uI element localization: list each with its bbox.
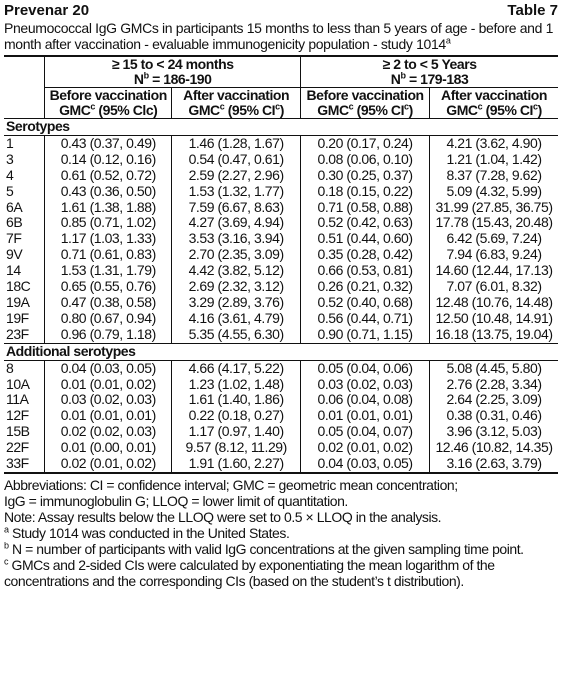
before-15-24m-cell: 0.02 (0.01, 0.02) <box>45 456 172 473</box>
before-2-5y-cell: 0.06 (0.04, 0.08) <box>301 392 430 408</box>
before-15-24m-cell: 0.85 (0.71, 1.02) <box>45 215 172 231</box>
col-header-after-2 <box>430 88 558 119</box>
before-2-5y-cell: 0.01 (0.01, 0.01) <box>301 408 430 424</box>
serotype-cell: 6B <box>6 214 23 231</box>
table-row <box>4 200 558 216</box>
before-2-5y-cell: 0.66 (0.53, 0.81) <box>301 263 430 279</box>
before-15-24m-cell: 0.61 (0.52, 0.72) <box>45 168 172 184</box>
table-caption <box>4 20 558 52</box>
after-2-5y-cell: 17.78 (15.43, 20.48) <box>430 215 558 231</box>
footnote-b <box>4 541 558 557</box>
after-2-5y-cell: 6.42 (5.69, 7.24) <box>430 231 558 247</box>
before-2-5y-cell: 0.52 (0.40, 0.68) <box>301 295 430 311</box>
table-row <box>4 135 558 151</box>
serotype-cell: 1 <box>6 134 14 151</box>
before-2-5y-cell: 0.52 (0.42, 0.63) <box>301 215 430 231</box>
serotype-cell: 7F <box>6 230 22 247</box>
serotype-cell: 18C <box>6 278 31 295</box>
table-row <box>4 408 558 424</box>
serotype-cell: 23F <box>6 325 29 342</box>
before-2-5y-cell: 0.03 (0.02, 0.03) <box>301 377 430 393</box>
table-row <box>4 440 558 456</box>
after-2-5y-cell: 2.64 (2.25, 3.09) <box>430 392 558 408</box>
col-close: ) <box>408 102 413 118</box>
table-row <box>4 392 558 408</box>
col-ci: (95% CI <box>482 102 533 118</box>
after-2-5y-cell: 2.76 (2.28, 3.34) <box>430 377 558 393</box>
section-title: Serotypes <box>4 119 558 136</box>
after-15-24m-cell: 4.16 (3.61, 4.79) <box>172 311 301 327</box>
serotype-cell: 14 <box>6 262 21 279</box>
after-2-5y-cell: 7.07 (6.01, 8.32) <box>430 279 558 295</box>
before-15-24m-cell: 0.01 (0.00, 0.01) <box>45 440 172 456</box>
col-ci: (95% Clc) <box>94 102 158 118</box>
after-15-24m-cell: 2.69 (2.32, 3.12) <box>172 279 301 295</box>
before-2-5y-cell: 0.05 (0.04, 0.07) <box>301 424 430 440</box>
before-15-24m-cell: 1.17 (1.03, 1.33) <box>45 231 172 247</box>
after-2-5y-cell: 0.38 (0.31, 0.46) <box>430 408 558 424</box>
col-header-line2 <box>303 103 427 118</box>
col-header-line2 <box>432 103 556 118</box>
col-gmc: GMC <box>317 102 349 118</box>
before-2-5y-cell: 0.30 (0.25, 0.37) <box>301 168 430 184</box>
before-2-5y-cell: 0.26 (0.21, 0.32) <box>301 279 430 295</box>
before-15-24m-cell: 0.03 (0.02, 0.03) <box>45 392 172 408</box>
header-corner <box>4 56 45 119</box>
before-2-5y-cell: 0.90 (0.71, 1.15) <box>301 327 430 343</box>
table-row <box>4 231 558 247</box>
footnote-mark: a <box>4 524 9 535</box>
before-2-5y-cell: 0.18 (0.15, 0.22) <box>301 184 430 200</box>
after-2-5y-cell: 31.99 (27.85, 36.75) <box>430 200 558 216</box>
before-2-5y-cell: 0.51 (0.44, 0.60) <box>301 231 430 247</box>
after-2-5y-cell: 12.46 (10.82, 14.35) <box>430 440 558 456</box>
col-header-line2 <box>47 103 169 118</box>
table-row <box>4 424 558 440</box>
serotype-cell: 15B <box>6 423 30 440</box>
table-row <box>4 184 558 200</box>
after-2-5y-cell: 5.08 (4.45, 5.80) <box>430 360 558 376</box>
table-row <box>4 456 558 473</box>
after-15-24m-cell: 2.59 (2.27, 2.96) <box>172 168 301 184</box>
before-15-24m-cell: 0.43 (0.37, 0.49) <box>45 135 172 151</box>
caption-footnote-mark: a <box>445 35 451 46</box>
section-title: Additional serotypes <box>4 343 558 360</box>
n-footnote-mark: b <box>143 70 149 81</box>
table-label: Table 7 <box>507 2 558 19</box>
serotype-cell: 19F <box>6 309 29 326</box>
group-header-15-24m <box>45 56 301 88</box>
serotype-cell: 3 <box>6 150 14 167</box>
col-header-line1: After vaccination <box>441 87 547 103</box>
before-15-24m-cell: 1.61 (1.38, 1.88) <box>45 200 172 216</box>
col-header-line1: Before vaccination <box>306 87 424 103</box>
footnotes <box>4 477 558 589</box>
table-row <box>4 295 558 311</box>
table-row <box>4 360 558 376</box>
after-15-24m-cell: 3.53 (3.16, 3.94) <box>172 231 301 247</box>
after-15-24m-cell: 7.59 (6.67, 8.63) <box>172 200 301 216</box>
col-ci: (95% CI <box>224 102 276 118</box>
before-2-5y-cell: 0.56 (0.44, 0.71) <box>301 311 430 327</box>
col-header-before-1 <box>45 88 172 119</box>
serotype-cell: 4 <box>6 166 14 183</box>
footnote-mark: c <box>4 556 9 567</box>
after-2-5y-cell: 12.48 (10.76, 14.48) <box>430 295 558 311</box>
footnote-text: Study 1014 was conducted in the United States. <box>8 524 290 541</box>
after-15-24m-cell: 1.46 (1.28, 1.67) <box>172 135 301 151</box>
table-row <box>4 377 558 393</box>
col-sup: c <box>533 101 538 112</box>
after-15-24m-cell: 4.42 (3.82, 5.12) <box>172 263 301 279</box>
caption-text: Pneumococcal IgG GMCs in participants 15 months to less than 5 years of age - before and 1 month after vaccination - evaluable immunogenicity population - study 1014 <box>4 20 554 52</box>
after-2-5y-cell: 7.94 (6.83, 9.24) <box>430 247 558 263</box>
column-header-row <box>4 88 558 119</box>
table-row <box>4 168 558 184</box>
group-header-2-5y <box>301 56 558 88</box>
after-15-24m-cell: 1.53 (1.32, 1.77) <box>172 184 301 200</box>
before-2-5y-cell: 0.04 (0.03, 0.05) <box>301 456 430 473</box>
before-2-5y-cell: 0.35 (0.28, 0.42) <box>301 247 430 263</box>
table-row <box>4 311 558 327</box>
n-footnote-mark: b <box>400 70 406 81</box>
col-gmc: GMC <box>59 102 91 118</box>
serotype-cell: 10A <box>6 375 30 392</box>
before-2-5y-cell: 0.71 (0.58, 0.88) <box>301 200 430 216</box>
group-label: ≥ 2 to < 5 Years <box>382 56 477 72</box>
col-header-line1: Before vaccination <box>49 87 167 103</box>
col-header-line1: After vaccination <box>183 87 290 103</box>
serotype-cell: 33F <box>4 456 45 473</box>
serotype-cell: 12F <box>6 407 29 424</box>
section-header-row <box>4 119 558 136</box>
col-close: ) <box>537 102 542 118</box>
title-bar <box>4 2 558 19</box>
serotype-cell: 5 <box>6 182 14 199</box>
after-2-5y-cell: 8.37 (7.28, 9.62) <box>430 168 558 184</box>
col-header-before-2 <box>301 88 430 119</box>
serotype-cell: 22F <box>6 439 29 456</box>
footnote-abbrev-2: IgG = immunoglobulin G; LLOQ = lower limit of quantitation. <box>4 492 348 509</box>
before-15-24m-cell: 0.01 (0.01, 0.02) <box>45 377 172 393</box>
col-header-after-1 <box>172 88 301 119</box>
after-15-24m-cell: 0.54 (0.47, 0.61) <box>172 152 301 168</box>
after-15-24m-cell: 1.91 (1.60, 2.27) <box>172 456 301 473</box>
document-page <box>4 2 558 589</box>
before-2-5y-cell: 0.02 (0.01, 0.02) <box>301 440 430 456</box>
n-letter: N <box>390 71 401 87</box>
footnote-a <box>4 525 558 541</box>
footnote-mark: b <box>4 540 9 551</box>
before-2-5y-cell: 0.05 (0.04, 0.06) <box>301 360 430 376</box>
before-15-24m-cell: 0.47 (0.38, 0.58) <box>45 295 172 311</box>
n-value: = 186-190 <box>148 71 212 87</box>
after-2-5y-cell: 5.09 (4.32, 5.99) <box>430 184 558 200</box>
col-sup: c <box>404 101 409 112</box>
group-header-row <box>4 56 558 88</box>
after-15-24m-cell: 1.61 (1.40, 1.86) <box>172 392 301 408</box>
col-sup: c <box>90 101 95 112</box>
table-row <box>4 327 558 343</box>
before-15-24m-cell: 0.80 (0.67, 0.94) <box>45 311 172 327</box>
after-2-5y-cell: 14.60 (12.44, 17.13) <box>430 263 558 279</box>
table-row <box>4 152 558 168</box>
col-sup: c <box>219 101 225 112</box>
after-15-24m-cell: 4.66 (4.17, 5.22) <box>172 360 301 376</box>
table-row <box>4 215 558 231</box>
footnote-text: N = number of participants with valid IgG concentrations at the given sampling time point. <box>8 540 524 557</box>
after-15-24m-cell: 0.22 (0.18, 0.27) <box>172 408 301 424</box>
col-sup: c <box>348 101 354 112</box>
footnote-text: GMCs and 2-sided CIs were calculated by exponentiating the mean logarithm of the concentrations and the corresponding CIs (based on the student’s t distribution). <box>4 556 495 589</box>
before-15-24m-cell: 0.43 (0.36, 0.50) <box>45 184 172 200</box>
before-15-24m-cell: 0.96 (0.79, 1.18) <box>45 327 172 343</box>
after-15-24m-cell: 4.27 (3.69, 4.94) <box>172 215 301 231</box>
before-2-5y-cell: 0.08 (0.06, 0.10) <box>301 152 430 168</box>
footnote-note: Note: Assay results below the LLOQ were set to 0.5 × LLOQ in the analysis. <box>4 508 442 525</box>
after-15-24m-cell: 2.70 (2.35, 3.09) <box>172 247 301 263</box>
after-2-5y-cell: 12.50 (10.48, 14.91) <box>430 311 558 327</box>
serotype-cell: 8 <box>6 359 14 376</box>
before-2-5y-cell: 0.20 (0.17, 0.24) <box>301 135 430 151</box>
footnote-abbrev-1: Abbreviations: CI = confidence interval; GMC = geometric mean concentration; <box>4 476 458 493</box>
before-15-24m-cell: 0.71 (0.61, 0.83) <box>45 247 172 263</box>
serotype-cell: 9V <box>6 246 23 263</box>
after-2-5y-cell: 3.96 (3.12, 5.03) <box>430 424 558 440</box>
after-2-5y-cell: 16.18 (13.75, 19.04) <box>430 327 558 343</box>
after-15-24m-cell: 1.17 (0.97, 1.40) <box>172 424 301 440</box>
serotype-cell: 6A <box>6 198 23 215</box>
before-15-24m-cell: 0.04 (0.03, 0.05) <box>45 360 172 376</box>
n-value: = 179-183 <box>405 71 469 87</box>
col-sup: c <box>275 101 280 112</box>
table-row <box>4 279 558 295</box>
table-row <box>4 263 558 279</box>
after-15-24m-cell: 3.29 (2.89, 3.76) <box>172 295 301 311</box>
group-n <box>303 72 556 87</box>
after-15-24m-cell: 5.35 (4.55, 6.30) <box>172 327 301 343</box>
gmc-table <box>4 55 558 474</box>
after-2-5y-cell: 1.21 (1.04, 1.42) <box>430 152 558 168</box>
serotype-cell: 19A <box>6 293 30 310</box>
footnote-c <box>4 557 558 589</box>
group-n <box>47 72 298 87</box>
before-15-24m-cell: 0.14 (0.12, 0.16) <box>45 152 172 168</box>
after-2-5y-cell: 4.21 (3.62, 4.90) <box>430 135 558 151</box>
before-15-24m-cell: 0.65 (0.55, 0.76) <box>45 279 172 295</box>
col-header-line2 <box>174 103 298 118</box>
group-label: ≥ 15 to < 24 months <box>111 56 234 72</box>
before-15-24m-cell: 1.53 (1.31, 1.79) <box>45 263 172 279</box>
col-gmc: GMC <box>188 102 220 118</box>
after-2-5y-cell: 3.16 (2.63, 3.79) <box>430 456 558 473</box>
col-close: ) <box>279 102 284 118</box>
section-header-row <box>4 343 558 360</box>
col-ci: (95% CI <box>353 102 405 118</box>
before-15-24m-cell: 0.01 (0.01, 0.01) <box>45 408 172 424</box>
col-sup: c <box>477 101 483 112</box>
n-letter: N <box>133 71 144 87</box>
col-gmc: GMC <box>446 102 478 118</box>
table-row <box>4 247 558 263</box>
serotype-cell: 11A <box>6 391 29 408</box>
after-15-24m-cell: 9.57 (8.12, 11.29) <box>172 440 301 456</box>
after-15-24m-cell: 1.23 (1.02, 1.48) <box>172 377 301 393</box>
product-title: Prevenar 20 <box>4 2 90 19</box>
before-15-24m-cell: 0.02 (0.02, 0.03) <box>45 424 172 440</box>
